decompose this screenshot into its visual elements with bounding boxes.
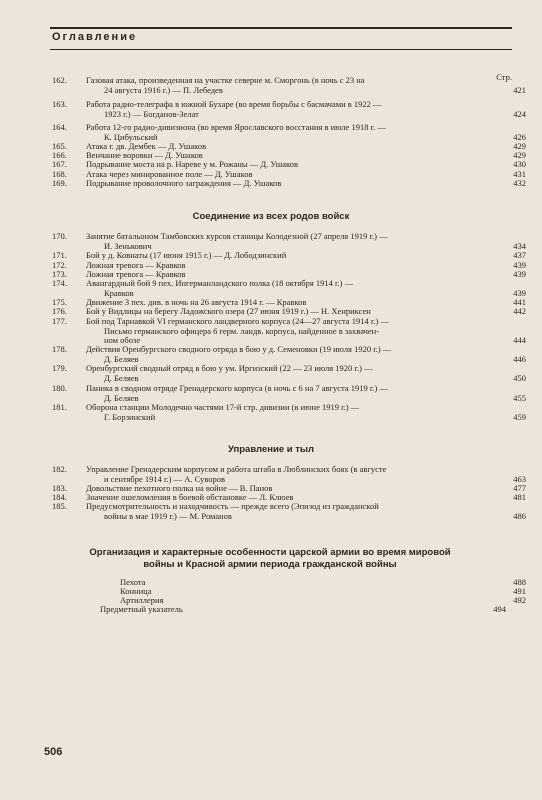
entry-page: 421 (513, 84, 526, 95)
entry-number: 179. (52, 363, 67, 373)
org-item-label: Пехота (120, 577, 146, 587)
entry-page: 459 (513, 411, 526, 422)
entry-page: 429 (513, 150, 526, 160)
entry-page: 486 (513, 510, 526, 521)
entry-text: Авангардный бой 9 пех. Ингерманландского полка (18 октября 1914 г.) — (86, 278, 354, 288)
entry-number: 182. (52, 464, 67, 474)
entry-number: 176. (52, 306, 67, 316)
org-item-label: Артиллерия (120, 595, 164, 605)
entry-page: 431 (513, 169, 526, 179)
entry-text: Значение ошеломления в боевой обстановке — Л. Клюев (86, 492, 294, 502)
entry-text: и сентябре 1914 г.) — А. Суворов (104, 473, 226, 484)
page-column-label: Стр. (496, 72, 512, 82)
entry-page: 450 (513, 372, 526, 383)
entry-text: Атака через минированное поле — Д. Ушаков (86, 169, 253, 179)
entry-text: И. Зенькович (104, 240, 152, 251)
entry-text: Д. Беляев (104, 392, 139, 403)
entry-number: 173. (52, 269, 67, 279)
entry-text: войны в мае 1919 г.) — М. Романов (104, 510, 232, 521)
entry-page: 463 (513, 473, 526, 484)
entry-page: 439 (513, 269, 526, 279)
entry-page: 439 (513, 287, 526, 298)
entry-number: 185. (52, 501, 67, 511)
entry-number: 180. (52, 383, 67, 393)
entry-number: 162. (52, 75, 67, 85)
entry-page: 455 (513, 392, 526, 403)
entry-text: Работа 12-го радио-дивизиона (во время Ярославского восстания в июле 1918 г. — (86, 122, 386, 132)
entry-page: 444 (513, 335, 526, 345)
org-item-label: Конница (120, 586, 152, 596)
entry-page: 439 (513, 260, 526, 270)
entry-number: 181. (52, 402, 67, 412)
org-item-page: 494 (493, 604, 506, 614)
entry-number: 165. (52, 141, 67, 151)
entry-text: Управление Гренадерским корпусом и работа штаба в Люблинских боях (в августе (86, 464, 387, 474)
entry-number: 166. (52, 150, 67, 160)
entry-text: К. Цибульский (104, 131, 158, 142)
entry-text: Занятие батальоном Тамбовских курсов станицы Колодезной (27 апреля 1919 г.) — (86, 231, 388, 241)
entry-text: Д. Беляев (104, 372, 139, 383)
entry-page: 429 (513, 141, 526, 151)
entry-page: 442 (513, 306, 526, 316)
org-item-page: 488 (513, 577, 526, 587)
org-title-line: Организация и характерные особенности царской армии во время мировой (89, 547, 451, 558)
entry-page: 424 (513, 108, 526, 119)
entry-number: 174. (52, 278, 67, 288)
entry-text: Венчание воровки — Д. Ушаков (86, 150, 203, 160)
entry-text: Паника в сводном отряде Гренадерского корпуса (в ночь с 6 на 7 августа 1919 г.) — (86, 383, 388, 393)
entry-number: 169. (52, 178, 67, 188)
entry-number: 164. (52, 122, 67, 132)
header-rule (50, 27, 512, 29)
entry-page: 437 (513, 250, 526, 260)
entry-text: Подрывание моста на р. Нареве у м. Рожаны — Д. Ушаков (86, 159, 298, 169)
section-title-command-rear: Управление и тыл (227, 444, 315, 455)
entry-page: 426 (513, 131, 526, 142)
entry-text: Довольствие пехотного полка на войне — В. Панов (86, 483, 273, 493)
entry-text: Ложная тревога — Кравков (86, 269, 186, 279)
entry-text: Письмо германского офицера 6 герм. ландв. корпуса, найденное в захвачен- (104, 325, 380, 336)
entry-text: Предусмотрительность и находчивость — прежде всего (Эпизод из гражданской (86, 501, 379, 511)
org-item (100, 604, 506, 614)
entry-page: 477 (513, 483, 526, 493)
entry-page: 446 (513, 353, 526, 364)
entry-number: 175. (52, 297, 67, 307)
section-title-combined-arms: Соединение из всех родов войск (192, 211, 350, 222)
entry-number: 163. (52, 99, 67, 109)
entry-text: Д. Беляев (104, 353, 139, 364)
entry-text: Движение 3 пех. див. в ночь на 26 августа 1914 г. — Кравков (86, 297, 307, 307)
entry-text: ном обозе (104, 335, 141, 345)
page-number: 506 (44, 746, 63, 758)
entry-text: Газовая атака, произведенная на участке северне м. Сморгонь (в ночь с 23 на (86, 75, 365, 85)
entry-text: Работа радио-телеграфа в южной Бухаре (во время борьбы с басмачами в 1922 — (86, 99, 382, 109)
entry-number: 170. (52, 231, 67, 241)
entry-number: 168. (52, 169, 67, 179)
entry-page: 441 (513, 297, 526, 307)
entry-text: Бой у Видлицы на берегу Ладожского озера (27 июня 1919 г.) — Н. Хенриксен (86, 306, 371, 316)
page-title: Оглавление (52, 31, 138, 43)
entry-text: 1923 г.) — Богданов-Зелат (104, 108, 199, 119)
org-item-label: Предметный указатель (100, 604, 183, 614)
entry-number: 167. (52, 159, 67, 169)
entry-page: 432 (513, 178, 526, 188)
entry-text: Бой под Тарнавкой VI германского ландверного корпуса (24—27 августа 1914 г.) — (86, 316, 389, 326)
entry-number: 184. (52, 492, 67, 502)
entry-text: Оборона станции Молодечно частями 17-й стр. дивизии (в июне 1919 г.) — (86, 402, 360, 412)
entry-text: 24 августа 1916 г.) — П. Лебедев (104, 84, 223, 95)
entry-text: Кравков (104, 287, 134, 298)
entry-text: Бой у д. Ковнаты (17 июня 1915 г.) — Д. Лободзинский (86, 250, 287, 260)
entry-page: 434 (513, 240, 526, 251)
org-item-page: 492 (513, 595, 526, 605)
entry-number: 171. (52, 250, 67, 260)
entry-number: 177. (52, 316, 67, 326)
entry-number: 172. (52, 260, 67, 270)
entry-page: 430 (513, 159, 526, 169)
entry-text: Г. Борзинский (104, 411, 156, 422)
entry-number: 183. (52, 483, 67, 493)
entry-text: Подрывание проволочного заграждения — Д. Ушаков (86, 178, 282, 188)
entry-text: Оренбургский сводный отряд в бою у ум. Иргизский (22 — 23 июля 1920 г.) — (86, 363, 373, 373)
entry-text: Ложная тревога — Кравков (86, 260, 186, 270)
header-rule (50, 49, 512, 50)
org-title-line: войны и Красной армии периода гражданской войны (143, 559, 397, 570)
entry-page: 481 (513, 492, 526, 502)
entry-text: Действия Оренбургского сводного отряда в бою у д. Семеновки (19 июля 1920 г.) — (86, 344, 392, 354)
entry-text: Атака г. дв. Дембек — Д. Ушаков (86, 141, 207, 151)
org-item-page: 491 (513, 586, 526, 596)
org-title (40, 547, 500, 571)
entry-number: 178. (52, 344, 67, 354)
